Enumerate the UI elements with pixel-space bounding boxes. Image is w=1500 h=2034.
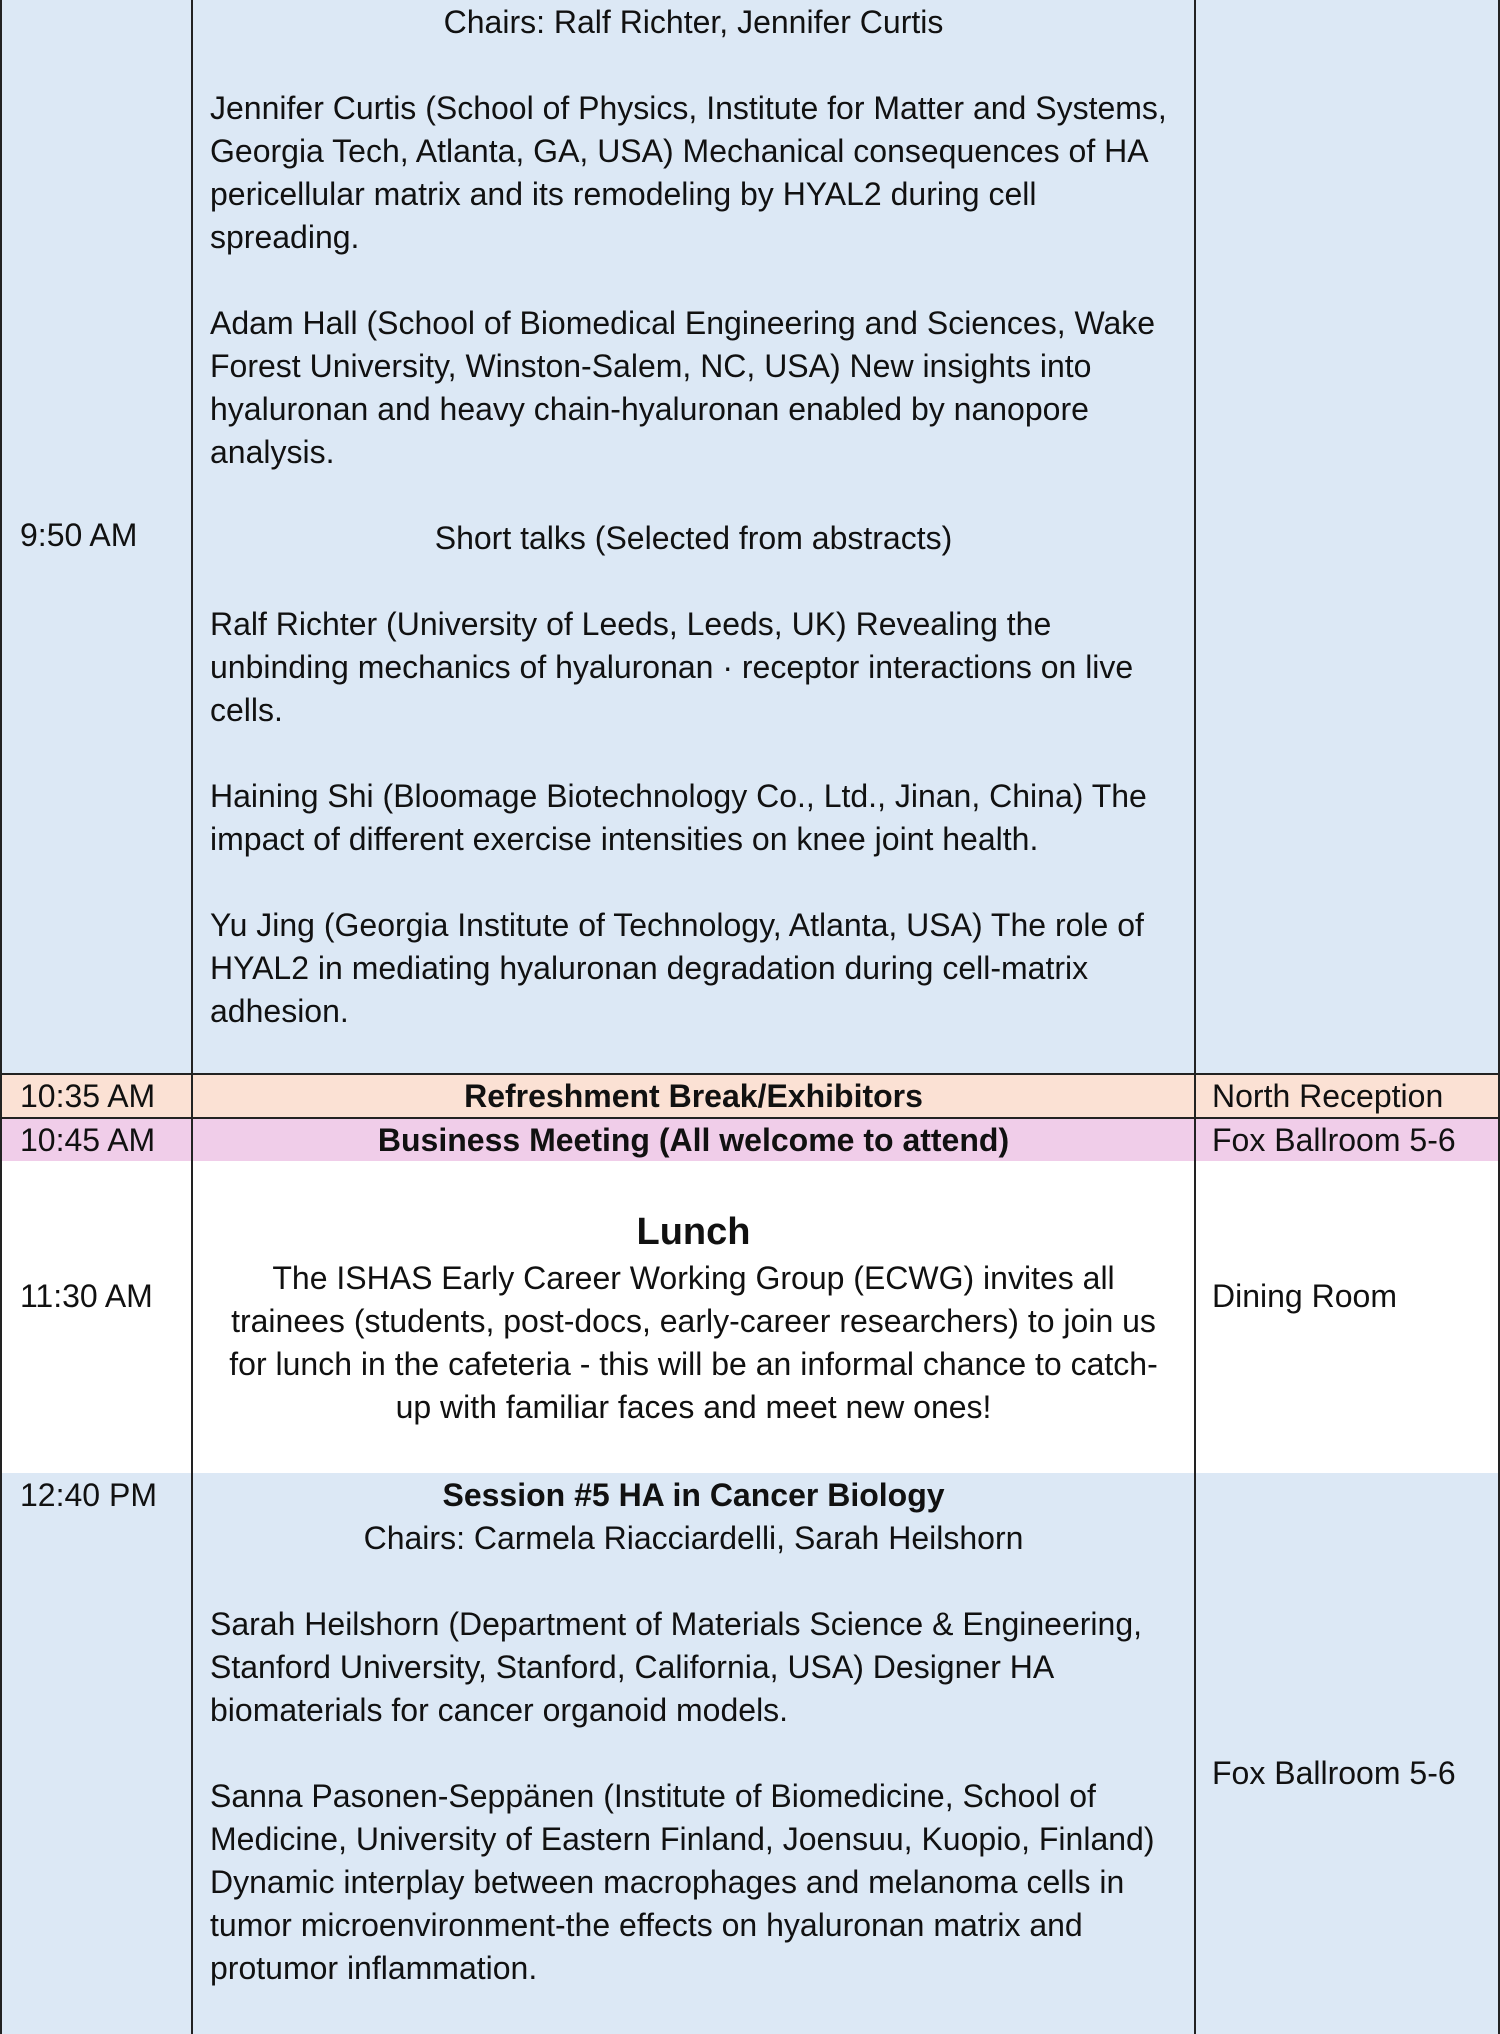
empty-cell — [193, 1429, 1196, 1475]
business-title: Business Meeting (All welcome to attend) — [193, 1117, 1196, 1163]
lunch-description: The ISHAS Early Career Working Group (ECWG) invites all trainees (students, post-docs, early-career researchers) to join us for lunch in the cafeteria - this will be an informal chance to catch-up with familiar faces and meet new ones! — [229, 1260, 1158, 1425]
time-cell — [0, 1117, 193, 1163]
location-cell — [1196, 1073, 1500, 1119]
talk-item: Jennifer Curtis (School of Physics, Institute for Matter and Systems, Georgia Tech, Atlanta, GA, USA) Mechanical consequences of HA pericellular matrix and its remodeling by HYAL2 during cell spreading. — [210, 90, 1167, 255]
business-row — [0, 1117, 1500, 1163]
time-cell — [0, 0, 193, 1075]
talk-item: Yu Jing (Georgia Institute of Technology, Atlanta, USA) The role of HYAL2 in mediating hyaluronan degradation during cell-matrix adhesion. — [210, 907, 1144, 1029]
session-4-chairs: Chairs: Ralf Richter, Jennifer Curtis — [443, 4, 944, 40]
session-5-content — [193, 1473, 1196, 2034]
short-talks-heading: Short talks (Selected from abstracts) — [434, 520, 953, 556]
empty-cell — [1196, 1429, 1500, 1475]
location-cell — [1196, 1117, 1500, 1163]
lunch-time: 11:30 AM — [20, 1278, 153, 1314]
empty-cell — [0, 1429, 193, 1475]
lunch-content — [193, 1161, 1196, 1431]
business-location: Fox Ballroom 5-6 — [1212, 1122, 1456, 1158]
break-row — [0, 1073, 1500, 1119]
talk-item: Ralf Richter (University of Leeds, Leeds, UK) Revealing the unbinding mechanics of hyaluronan · receptor interactions on live cells. — [210, 606, 1134, 728]
location-cell — [1196, 0, 1500, 1075]
session-5-location: Fox Ballroom 5-6 — [1212, 1755, 1456, 1791]
break-location: North Reception — [1212, 1078, 1444, 1114]
lunch-row — [0, 1161, 1500, 1431]
time-cell — [0, 1473, 193, 2034]
talk-item: Haining Shi (Bloomage Biotechnology Co., Ltd., Jinan, China) The impact of different exercise intensities on knee joint health. — [210, 778, 1147, 857]
talk-item: Sarah Heilshorn (Department of Materials Science & Engineering, Stanford University, Stanford, California, USA) Designer HA biomaterials for cancer organoid models. — [210, 1606, 1143, 1728]
talk-item: Sanna Pasonen-Seppänen (Institute of Biomedicine, School of Medicine, University of Eastern Finland, Joensuu, Kuopio, Finland) Dynamic interplay between macrophages and melanoma cells in tumor microenvironment-the effects on hyaluronan matrix and protumor inflammation. — [210, 1778, 1155, 1986]
talk-item: Adam Hall (School of Biomedical Engineering and Sciences, Wake Forest University, Winston-Salem, NC, USA) New insights into hyaluronan and heavy chain-hyaluronan enabled by nanopore analysis. — [210, 305, 1156, 470]
time-cell — [0, 1161, 193, 1431]
lunch-title: Lunch — [636, 1211, 751, 1253]
session-4-time: 9:50 AM — [20, 517, 138, 553]
business-time: 10:45 AM — [20, 1122, 156, 1158]
location-cell — [1196, 1161, 1500, 1431]
time-cell — [0, 1073, 193, 1119]
session-4-content — [193, 0, 1196, 1075]
session-5-time: 12:40 PM — [20, 1477, 157, 1513]
break-title: Refreshment Break/Exhibitors — [193, 1073, 1196, 1119]
session-5-title: Session #5 HA in Cancer Biology — [442, 1477, 945, 1513]
spacer-row — [0, 1429, 1500, 1475]
location-cell — [1196, 1473, 1500, 2034]
break-time: 10:35 AM — [20, 1078, 156, 1114]
lunch-location: Dining Room — [1212, 1278, 1397, 1314]
session-5-chairs: Chairs: Carmela Riacciardelli, Sarah Heilshorn — [363, 1520, 1024, 1556]
session-5-row — [0, 1473, 1500, 2034]
